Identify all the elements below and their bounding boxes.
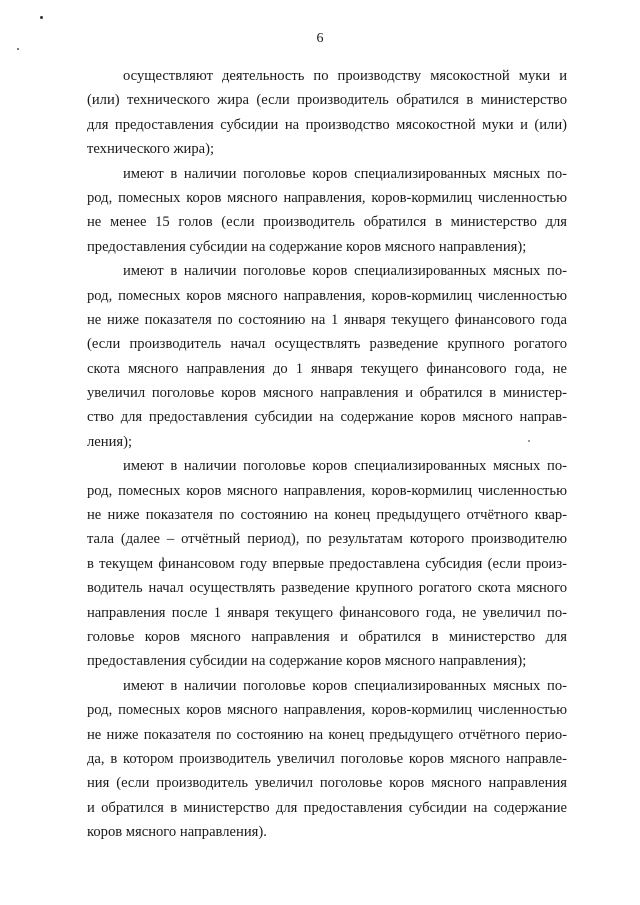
- text-line: осуществляют деятельность по производству мясокостной муки и: [123, 68, 567, 84]
- text-line: (или) технического жира (если производитель обратился в министерство: [87, 92, 567, 109]
- text-line: не ниже показателя по состоянию на конец предыдущего отчётного квар-: [87, 507, 567, 524]
- text-line: тала (далее – отчётный период), по результатам которого производителю: [87, 531, 567, 548]
- text-line: направления после 1 января текущего финансового года, не увеличил по-: [87, 604, 567, 621]
- text-line: не ниже показателя по состоянию на 1 января текущего финансового года: [87, 311, 567, 328]
- text-line: имеют в наличии поголовье коров специализированных мясных по-: [123, 165, 567, 182]
- text-line: предоставления субсидии на содержание коров мясного направления);: [87, 238, 527, 255]
- text-line: увеличил поголовье коров мясного направления и обратился в министер-: [87, 385, 567, 402]
- text-line: в текущем финансовом году впервые предоставлена субсидия (если произ-: [87, 555, 567, 572]
- text-line: (если производитель начал осуществлять разведение крупного рогатого: [87, 336, 567, 353]
- paragraph: [87, 259, 567, 454]
- text-line: технического жира);: [87, 141, 215, 158]
- text-line: род, помесных коров мясного направления, коров-кормилиц численностью: [87, 287, 567, 304]
- text-line: имеют в наличии поголовье коров специализированных мясных по-: [123, 677, 567, 694]
- text-line: ления);: [87, 433, 133, 450]
- paragraph: [87, 162, 567, 260]
- document-body: [87, 64, 567, 845]
- paragraph: [87, 454, 567, 674]
- scan-speck: [17, 48, 19, 50]
- scan-speck: [40, 16, 43, 19]
- text-line: да, в котором производитель увеличил поголовье коров мясного направле-: [87, 750, 567, 767]
- text-line: род, помесных коров мясного направления, коров-кормилиц численностью: [87, 482, 567, 499]
- text-line: предоставления субсидии на содержание коров мясного направления);: [87, 653, 527, 670]
- text-line: водитель начал осуществлять разведение крупного рогатого скота мясного: [87, 580, 567, 597]
- text-line: ство для предоставления субсидии на содержание коров мясного направ-: [87, 409, 567, 426]
- text-line: род, помесных коров мясного направления, коров-кормилиц численностью: [87, 702, 567, 719]
- paragraph: [87, 64, 567, 162]
- text-line: головье коров мясного направления и обратился в министерство для: [87, 628, 567, 645]
- text-line: ния (если производитель увеличил поголовье коров мясного направления: [87, 775, 567, 792]
- text-line: и обратился в министерство для предоставления субсидии на содержание: [87, 799, 567, 816]
- paragraph: [87, 674, 567, 845]
- text-line: не ниже показателя по состоянию на конец предыдущего отчётного перио-: [87, 726, 567, 743]
- text-line: имеют в наличии поголовье коров специализированных мясных по-: [123, 263, 567, 280]
- text-line: род, помесных коров мясного направления, коров-кормилиц численностью: [87, 189, 567, 206]
- page-number: 6: [316, 31, 324, 46]
- text-line: имеют в наличии поголовье коров специализированных мясных по-: [123, 458, 567, 475]
- text-line: не менее 15 голов (если производитель обратился в министерство для: [87, 214, 567, 231]
- text-line: коров мясного направления).: [87, 824, 267, 841]
- text-line: для предоставления субсидии на производство мясокостной муки и (или): [87, 116, 567, 133]
- text-line: скота мясного направления до 1 января текущего финансового года, не: [87, 360, 567, 377]
